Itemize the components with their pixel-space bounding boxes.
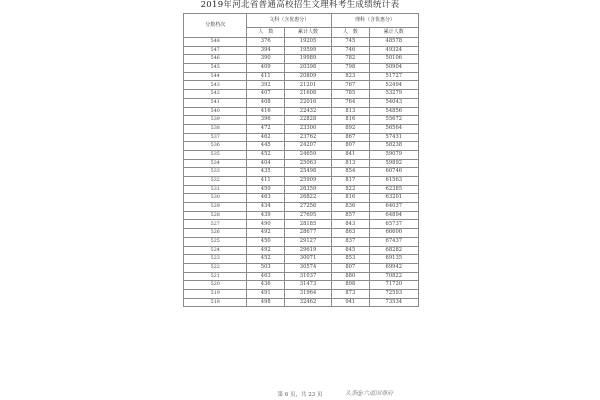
header-science-cumulative: 累计人数 bbox=[369, 28, 418, 38]
score-cell: 546 bbox=[184, 55, 247, 64]
science-count-cell: 813 bbox=[332, 159, 370, 168]
science-cumulative-cell: 59892 bbox=[369, 159, 418, 168]
table-row bbox=[184, 81, 419, 90]
score-cell: 520 bbox=[184, 281, 247, 290]
arts-cumulative-cell: 32462 bbox=[285, 298, 332, 307]
science-count-cell: 941 bbox=[332, 298, 370, 307]
science-cumulative-cell: 56564 bbox=[369, 124, 418, 133]
arts-cumulative-cell: 29127 bbox=[285, 237, 332, 246]
score-cell: 545 bbox=[184, 64, 247, 73]
arts-count-cell: 376 bbox=[247, 38, 285, 47]
table-row bbox=[184, 72, 419, 81]
science-cumulative-cell: 61563 bbox=[369, 177, 418, 186]
arts-count-cell: 462 bbox=[247, 133, 285, 142]
science-count-cell: 898 bbox=[332, 281, 370, 290]
arts-cumulative-cell: 28185 bbox=[285, 220, 332, 229]
arts-count-cell: 492 bbox=[247, 246, 285, 255]
arts-count-cell: 392 bbox=[247, 81, 285, 90]
arts-cumulative-cell: 22432 bbox=[285, 107, 332, 116]
arts-count-cell: 409 bbox=[247, 64, 285, 73]
science-cumulative-cell: 64037 bbox=[369, 203, 418, 212]
arts-cumulative-cell: 24659 bbox=[285, 150, 332, 159]
table-row bbox=[184, 272, 419, 281]
score-cell: 527 bbox=[184, 220, 247, 229]
score-cell: 547 bbox=[184, 46, 247, 55]
score-cell: 534 bbox=[184, 159, 247, 168]
score-cell: 522 bbox=[184, 263, 247, 272]
table-row bbox=[184, 150, 419, 159]
science-count-cell: 841 bbox=[332, 150, 370, 159]
score-cell: 533 bbox=[184, 168, 247, 177]
arts-cumulative-cell: 24207 bbox=[285, 142, 332, 151]
arts-count-cell: 439 bbox=[247, 211, 285, 220]
arts-cumulative-cell: 31037 bbox=[285, 272, 332, 281]
header-science-group: 理科（含优惠分） bbox=[332, 14, 419, 28]
table-row bbox=[184, 229, 419, 238]
science-cumulative-cell: 57431 bbox=[369, 133, 418, 142]
science-cumulative-cell: 63201 bbox=[369, 194, 418, 203]
score-cell: 519 bbox=[184, 289, 247, 298]
table-row bbox=[184, 168, 419, 177]
table-row bbox=[184, 142, 419, 151]
arts-count-cell: 434 bbox=[247, 203, 285, 212]
science-cumulative-cell: 64894 bbox=[369, 211, 418, 220]
table-row bbox=[184, 194, 419, 203]
arts-cumulative-cell: 21201 bbox=[285, 81, 332, 90]
table-row bbox=[184, 289, 419, 298]
science-count-cell: 807 bbox=[332, 263, 370, 272]
table-row bbox=[184, 211, 419, 220]
arts-count-cell: 411 bbox=[247, 177, 285, 186]
science-cumulative-cell: 68282 bbox=[369, 246, 418, 255]
arts-count-cell: 407 bbox=[247, 90, 285, 99]
score-cell: 541 bbox=[184, 98, 247, 107]
science-count-cell: 767 bbox=[332, 81, 370, 90]
science-count-cell: 745 bbox=[332, 38, 370, 47]
score-cell: 544 bbox=[184, 72, 247, 81]
science-cumulative-cell: 59079 bbox=[369, 150, 418, 159]
arts-count-cell: 463 bbox=[247, 272, 285, 281]
arts-count-cell: 394 bbox=[247, 46, 285, 55]
arts-count-cell: 463 bbox=[247, 194, 285, 203]
science-cumulative-cell: 54043 bbox=[369, 98, 418, 107]
arts-count-cell: 491 bbox=[247, 289, 285, 298]
science-count-cell: 836 bbox=[332, 203, 370, 212]
table-row bbox=[184, 203, 419, 212]
arts-count-cell: 450 bbox=[247, 185, 285, 194]
arts-cumulative-cell: 25909 bbox=[285, 177, 332, 186]
science-cumulative-cell: 71720 bbox=[369, 281, 418, 290]
science-count-cell: 798 bbox=[332, 64, 370, 73]
science-cumulative-cell: 54856 bbox=[369, 107, 418, 116]
arts-cumulative-cell: 19599 bbox=[285, 46, 332, 55]
score-cell: 543 bbox=[184, 81, 247, 90]
score-cell: 518 bbox=[184, 298, 247, 307]
science-count-cell: 857 bbox=[332, 211, 370, 220]
science-cumulative-cell: 60746 bbox=[369, 168, 418, 177]
science-count-cell: 817 bbox=[332, 177, 370, 186]
arts-count-cell: 404 bbox=[247, 159, 285, 168]
arts-cumulative-cell: 30574 bbox=[285, 263, 332, 272]
arts-cumulative-cell: 22828 bbox=[285, 116, 332, 125]
arts-cumulative-cell: 20398 bbox=[285, 64, 332, 73]
science-count-cell: 813 bbox=[332, 107, 370, 116]
arts-cumulative-cell: 26822 bbox=[285, 194, 332, 203]
arts-count-cell: 452 bbox=[247, 255, 285, 264]
score-cell: 540 bbox=[184, 107, 247, 116]
table-row bbox=[184, 38, 419, 47]
score-cell: 531 bbox=[184, 185, 247, 194]
arts-cumulative-cell: 30071 bbox=[285, 255, 332, 264]
science-count-cell: 863 bbox=[332, 229, 370, 238]
page-footer: 第 6 页，共 23 页 bbox=[277, 392, 323, 398]
arts-cumulative-cell: 21608 bbox=[285, 90, 332, 99]
arts-count-cell: 498 bbox=[247, 298, 285, 307]
arts-cumulative-cell: 19205 bbox=[285, 38, 332, 47]
science-cumulative-cell: 65737 bbox=[369, 220, 418, 229]
table-row bbox=[184, 116, 419, 125]
science-cumulative-cell: 67437 bbox=[369, 237, 418, 246]
table-row bbox=[184, 124, 419, 133]
score-statistics-table bbox=[183, 13, 419, 307]
science-count-cell: 764 bbox=[332, 98, 370, 107]
arts-count-cell: 396 bbox=[247, 116, 285, 125]
header-arts-group: 文科（含优惠分） bbox=[247, 14, 332, 28]
science-cumulative-cell: 52494 bbox=[369, 81, 418, 90]
score-cell: 521 bbox=[184, 272, 247, 281]
table-row bbox=[184, 220, 419, 229]
arts-count-cell: 445 bbox=[247, 142, 285, 151]
score-cell: 542 bbox=[184, 90, 247, 99]
arts-cumulative-cell: 26359 bbox=[285, 185, 332, 194]
watermark: 头条@六道国尊府 bbox=[345, 390, 394, 397]
header-arts-cumulative: 累计人数 bbox=[285, 28, 332, 38]
science-count-cell: 785 bbox=[332, 90, 370, 99]
arts-cumulative-cell: 31473 bbox=[285, 281, 332, 290]
science-count-cell: 823 bbox=[332, 72, 370, 81]
science-count-cell: 816 bbox=[332, 116, 370, 125]
score-cell: 538 bbox=[184, 124, 247, 133]
science-cumulative-cell: 62385 bbox=[369, 185, 418, 194]
arts-count-cell: 452 bbox=[247, 150, 285, 159]
score-cell: 526 bbox=[184, 229, 247, 238]
arts-count-cell: 436 bbox=[247, 281, 285, 290]
arts-count-cell: 492 bbox=[247, 229, 285, 238]
table-row bbox=[184, 107, 419, 116]
science-count-cell: 746 bbox=[332, 46, 370, 55]
page-title: 2019年河北省普通高校招生文理科考生成绩统计表 bbox=[200, 0, 400, 10]
arts-count-cell: 416 bbox=[247, 107, 285, 116]
arts-count-cell: 450 bbox=[247, 237, 285, 246]
table-body bbox=[184, 38, 419, 307]
science-cumulative-cell: 70822 bbox=[369, 272, 418, 281]
arts-cumulative-cell: 31964 bbox=[285, 289, 332, 298]
score-cell: 535 bbox=[184, 150, 247, 159]
science-count-cell: 782 bbox=[332, 55, 370, 64]
score-cell: 523 bbox=[184, 255, 247, 264]
arts-count-cell: 503 bbox=[247, 263, 285, 272]
score-cell: 524 bbox=[184, 246, 247, 255]
science-count-cell: 845 bbox=[332, 246, 370, 255]
science-cumulative-cell: 66600 bbox=[369, 229, 418, 238]
table-row bbox=[184, 298, 419, 307]
science-count-cell: 837 bbox=[332, 237, 370, 246]
header-score-range: 分数档次 bbox=[184, 14, 247, 38]
science-cumulative-cell: 69135 bbox=[369, 255, 418, 264]
table-row bbox=[184, 263, 419, 272]
table-row bbox=[184, 46, 419, 55]
science-cumulative-cell: 73534 bbox=[369, 298, 418, 307]
arts-count-cell: 411 bbox=[247, 72, 285, 81]
header-arts-count: 人 数 bbox=[247, 28, 285, 38]
score-cell: 529 bbox=[184, 203, 247, 212]
science-cumulative-cell: 48578 bbox=[369, 38, 418, 47]
arts-cumulative-cell: 28677 bbox=[285, 229, 332, 238]
science-count-cell: 892 bbox=[332, 124, 370, 133]
header-science-count: 人 数 bbox=[332, 28, 370, 38]
science-cumulative-cell: 53279 bbox=[369, 90, 418, 99]
science-count-cell: 854 bbox=[332, 168, 370, 177]
science-count-cell: 816 bbox=[332, 194, 370, 203]
score-cell: 528 bbox=[184, 211, 247, 220]
science-count-cell: 867 bbox=[332, 133, 370, 142]
science-cumulative-cell: 50904 bbox=[369, 64, 418, 73]
score-cell: 530 bbox=[184, 194, 247, 203]
score-cell: 548 bbox=[184, 38, 247, 47]
table-row bbox=[184, 185, 419, 194]
table-row bbox=[184, 133, 419, 142]
science-count-cell: 880 bbox=[332, 272, 370, 281]
score-cell: 537 bbox=[184, 133, 247, 142]
science-cumulative-cell: 50106 bbox=[369, 55, 418, 64]
arts-cumulative-cell: 27695 bbox=[285, 211, 332, 220]
science-count-cell: 843 bbox=[332, 220, 370, 229]
score-cell: 532 bbox=[184, 177, 247, 186]
arts-cumulative-cell: 25498 bbox=[285, 168, 332, 177]
arts-cumulative-cell: 23300 bbox=[285, 124, 332, 133]
table-row bbox=[184, 246, 419, 255]
arts-cumulative-cell: 23762 bbox=[285, 133, 332, 142]
science-count-cell: 853 bbox=[332, 255, 370, 264]
arts-cumulative-cell: 20809 bbox=[285, 72, 332, 81]
table-row bbox=[184, 159, 419, 168]
arts-count-cell: 490 bbox=[247, 220, 285, 229]
arts-cumulative-cell: 22016 bbox=[285, 98, 332, 107]
table-row bbox=[184, 237, 419, 246]
table-row bbox=[184, 255, 419, 264]
arts-cumulative-cell: 19989 bbox=[285, 55, 332, 64]
table-row bbox=[184, 98, 419, 107]
science-cumulative-cell: 69942 bbox=[369, 263, 418, 272]
table-row bbox=[184, 281, 419, 290]
table-header-row bbox=[184, 14, 419, 28]
arts-count-cell: 408 bbox=[247, 98, 285, 107]
arts-cumulative-cell: 27256 bbox=[285, 203, 332, 212]
table-row bbox=[184, 55, 419, 64]
science-count-cell: 873 bbox=[332, 289, 370, 298]
science-cumulative-cell: 51727 bbox=[369, 72, 418, 81]
table-row bbox=[184, 177, 419, 186]
score-cell: 539 bbox=[184, 116, 247, 125]
score-cell: 536 bbox=[184, 142, 247, 151]
table-row bbox=[184, 64, 419, 73]
science-count-cell: 822 bbox=[332, 185, 370, 194]
science-cumulative-cell: 72593 bbox=[369, 289, 418, 298]
arts-count-cell: 472 bbox=[247, 124, 285, 133]
science-count-cell: 807 bbox=[332, 142, 370, 151]
science-cumulative-cell: 49324 bbox=[369, 46, 418, 55]
science-cumulative-cell: 55672 bbox=[369, 116, 418, 125]
table-row bbox=[184, 90, 419, 99]
arts-cumulative-cell: 25063 bbox=[285, 159, 332, 168]
arts-cumulative-cell: 29619 bbox=[285, 246, 332, 255]
arts-count-cell: 390 bbox=[247, 55, 285, 64]
science-cumulative-cell: 58238 bbox=[369, 142, 418, 151]
arts-count-cell: 435 bbox=[247, 168, 285, 177]
score-cell: 525 bbox=[184, 237, 247, 246]
